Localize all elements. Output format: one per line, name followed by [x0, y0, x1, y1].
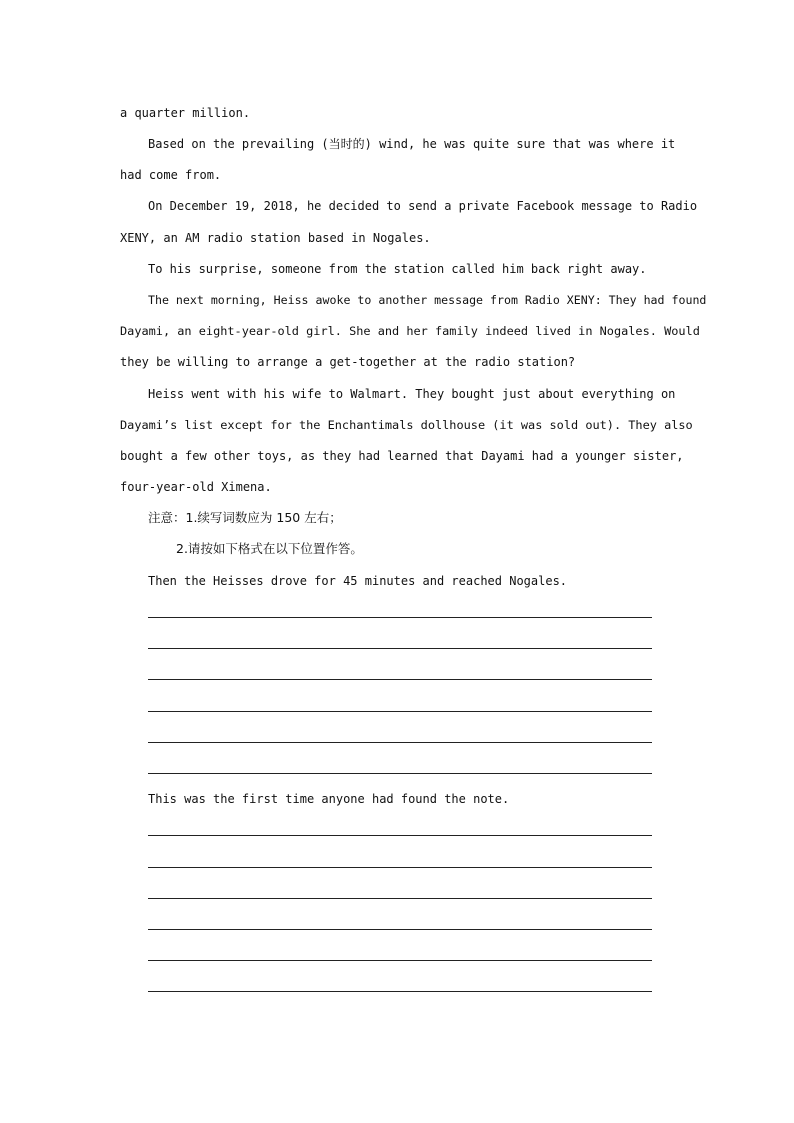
- passage-line: they be willing to arrange a get-together at the radio station?: [120, 355, 576, 369]
- answer-line[interactable]: [148, 898, 652, 899]
- passage-line: had come from.: [120, 168, 222, 182]
- passage-line: bought a few other toys, as they had learned that Dayami had a younger sister,: [120, 449, 684, 463]
- continuation-prompt: Then the Heisses drove for 45 minutes and reached Nogales.: [148, 574, 568, 588]
- answer-line[interactable]: [148, 773, 652, 774]
- passage-line: XENY, an AM radio station based in Nogales.: [120, 231, 431, 245]
- answer-line[interactable]: [148, 960, 652, 961]
- instruction-note: 注意：1.续写词数应为 150 左右；: [148, 510, 342, 525]
- answer-line[interactable]: [148, 867, 652, 868]
- passage-line: The next morning, Heiss awoke to another message from Radio XENY: They had found: [148, 293, 707, 307]
- passage-line: Dayami, an eight-year-old girl. She and her family indeed lived in Nogales. Would: [120, 324, 700, 338]
- passage-line: On December 19, 2018, he decided to send a private Facebook message to Radio: [148, 199, 698, 213]
- answer-line[interactable]: [148, 742, 652, 743]
- answer-line[interactable]: [148, 617, 652, 618]
- answer-line[interactable]: [148, 679, 652, 680]
- passage-line: Heiss went with his wife to Walmart. They bought just about everything on: [148, 387, 676, 401]
- continuation-prompt: This was the first time anyone had found the note.: [148, 792, 510, 806]
- answer-line[interactable]: [148, 648, 652, 649]
- passage-line: a quarter million.: [120, 106, 251, 120]
- passage-line: Dayami’s list except for the Enchantimals dollhouse (it was sold out). They also: [120, 418, 693, 432]
- passage-line: four-year-old Ximena.: [120, 480, 272, 494]
- answer-line[interactable]: [148, 991, 652, 992]
- answer-line[interactable]: [148, 835, 652, 836]
- answer-line[interactable]: [148, 929, 652, 930]
- instruction-note: 2.请按如下格式在以下位置作答。: [176, 541, 363, 556]
- passage-line: To his surprise, someone from the station called him back right away.: [148, 262, 647, 276]
- answer-line[interactable]: [148, 711, 652, 712]
- passage-line: Based on the prevailing (当时的) wind, he was quite sure that was where it: [148, 137, 676, 151]
